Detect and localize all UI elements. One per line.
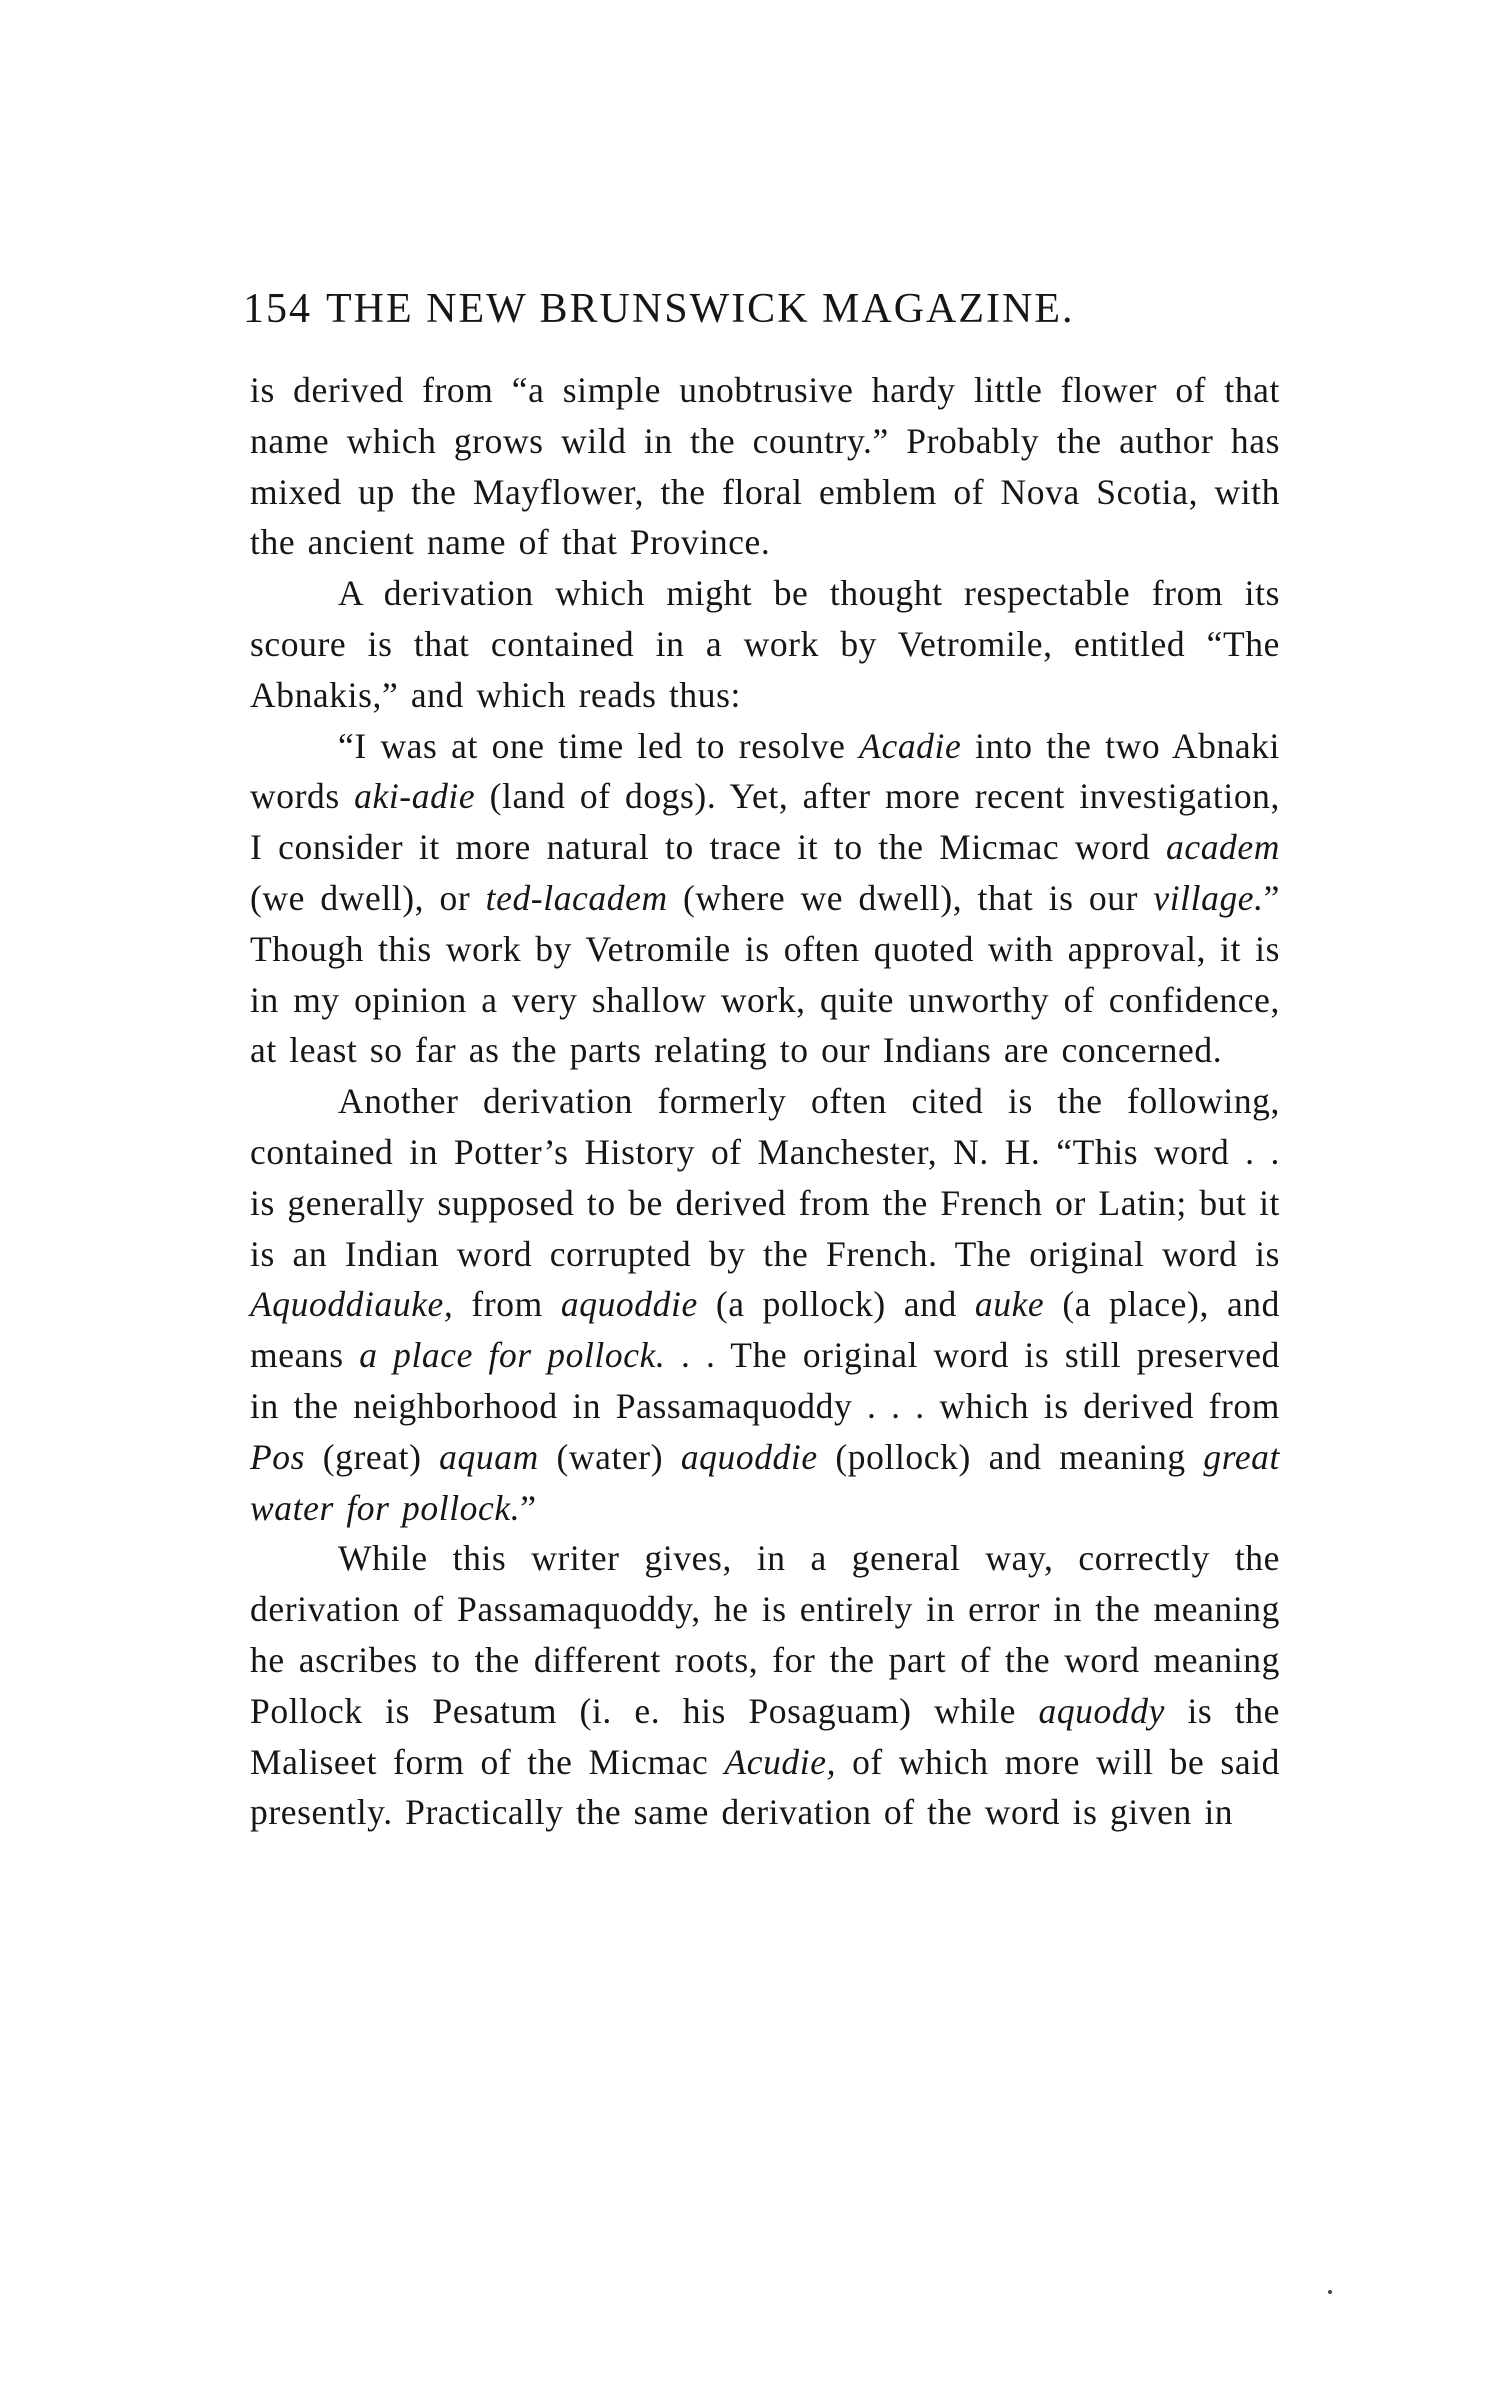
text-run: (where we dwell), that is our bbox=[667, 877, 1154, 918]
text-run: ” Though this work by Vetromile is often quoted with approval, it is in my opinion a very shallow work, quite unworthy of confidence, at least so far as the parts relating to our Indians are concerned. bbox=[250, 877, 1280, 1071]
ink-speck bbox=[1328, 2290, 1332, 2294]
text-run: from bbox=[453, 1284, 561, 1325]
italic-term: great water for pollock. bbox=[250, 1436, 1280, 1528]
italic-term: Pos bbox=[250, 1436, 306, 1477]
text-run: (water) bbox=[538, 1436, 681, 1477]
text-run: is derived from “a simple unobtrusive hardy little flower of that name which grows wild in the country.” Probably the author has mixed up the Mayflower, the floral emblem of Nova Scotia, with the ancient name of that Province. bbox=[250, 370, 1280, 563]
text-run: is the Maliseet form of the Micmac bbox=[250, 1690, 1280, 1782]
italic-term: aquoddie bbox=[680, 1436, 818, 1477]
italic-term: aquam bbox=[439, 1436, 539, 1477]
italic-term: ted-lacadem bbox=[485, 877, 668, 918]
text-run: into the two Abnaki words bbox=[250, 725, 1280, 817]
paragraph-4 bbox=[250, 1076, 1280, 1533]
italic-term: academ bbox=[1165, 827, 1280, 868]
paragraph-1 bbox=[250, 365, 1280, 568]
text-run: of which more will be said presently. Practically the same derivation of the word is given in bbox=[250, 1741, 1280, 1833]
italic-term: Acudie, bbox=[724, 1741, 837, 1782]
italic-term: aquoddy bbox=[1038, 1690, 1165, 1731]
paragraph-3-quotation bbox=[250, 721, 1280, 1077]
italic-term: Aquoddiauke, bbox=[250, 1284, 454, 1325]
page-number: 154 bbox=[243, 286, 312, 332]
text-run: (a place), and means bbox=[250, 1284, 1281, 1376]
italic-term: a place for pollock. bbox=[359, 1335, 666, 1376]
text-run: Another derivation formerly often cited is the following, contained in Potter’s History of Manchester, N. H. “This word . . is generally supposed to be derived from the French or Latin; but it is an Indian word corrupted by the French. The original word is bbox=[250, 1081, 1280, 1274]
text-run: ” bbox=[520, 1487, 537, 1528]
italic-term: Acadie bbox=[859, 725, 962, 766]
italic-term: auke bbox=[974, 1284, 1045, 1325]
text-run: . . The original word is still preserved in the neighborhood in Passamaquoddy . . . which is derived from bbox=[250, 1335, 1281, 1426]
text-run: (we dwell), or bbox=[250, 877, 486, 918]
paragraph-5 bbox=[250, 1533, 1280, 1838]
italic-term: aki-adie bbox=[354, 776, 476, 817]
text-run: (land of dogs). Yet, after more recent investigation, I consider it more natural to trace it to the Micmac word bbox=[250, 776, 1281, 868]
text-run: (a pollock) and bbox=[697, 1284, 975, 1325]
text-run: A derivation which might be thought respectable from its scoure is that contained in a work by Vetromile, entitled “The Abnakis,” and which reads thus: bbox=[250, 573, 1280, 715]
text-run: (great) bbox=[305, 1436, 440, 1477]
text-run: While this writer gives, in a general way, correctly the derivation of Passamaquoddy, he is entirely in error in the meaning he ascribes to the different roots, for the part of the word meaning Pollock is Pesatum (i. e. his Posaguam) while bbox=[250, 1538, 1280, 1731]
paragraph-2 bbox=[250, 568, 1280, 720]
running-head bbox=[243, 285, 1273, 333]
text-run: (pollock) and meaning bbox=[817, 1436, 1204, 1477]
italic-term: village. bbox=[1153, 877, 1264, 918]
magazine-title: THE NEW BRUNSWICK MAGAZINE. bbox=[326, 286, 1075, 332]
italic-term: aquoddie bbox=[560, 1284, 698, 1325]
text-run: “I was at one time led to resolve bbox=[338, 725, 860, 766]
body-text bbox=[250, 365, 1280, 1838]
